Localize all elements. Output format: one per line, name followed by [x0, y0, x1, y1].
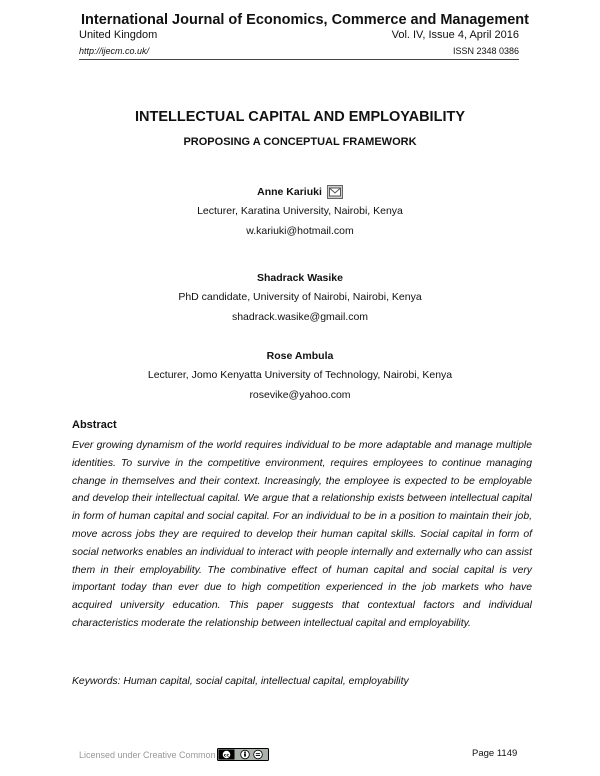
page-number: Page 1149	[472, 748, 518, 759]
envelope-icon[interactable]	[327, 185, 343, 199]
author-email[interactable]: w.kariuki@hotmail.com	[246, 225, 354, 237]
author-name: Rose Ambula	[266, 350, 334, 362]
paper-title: INTELLECTUAL CAPITAL AND EMPLOYABILITY	[134, 109, 466, 125]
author-block	[40, 183, 560, 241]
header-divider	[79, 59, 519, 60]
svg-text:cc: cc	[223, 753, 229, 759]
journal-title: International Journal of Economics, Commerce and Management	[81, 12, 529, 28]
journal-link-row	[79, 46, 519, 56]
journal-url[interactable]: http://ijecm.co.uk/	[79, 46, 150, 56]
abstract-text: Ever growing dynamism of the world requires individual to be more adaptable and manage multiple identities. To survive in the competitive environment, requires employees to continue managing change in themselves and their context. Increasingly, the employee is expected to be employable and develop their intellectual capital. We argue that a relationship exists between intellectual capital in form of human capital and social capital. For an individual to be in a position to maintain their job, move across jobs they are required to develop their human capital skills. Social capital in form of social networks enables an individual to interact with people internally and externally who can assist them in their employability. The combinative effect of human capital and social capital is very important today than ever due to high competition experienced in the job markets who have acquired university education. This paper suggests that contextual factors and individual characteristics moderate the relationship between intellectual capital and employability.	[72, 440, 532, 629]
license-text: Licensed under Creative Common	[79, 749, 216, 760]
keywords: Keywords: Human capital, social capital, intellectual capital, employability	[72, 676, 409, 687]
author-name: Anne Kariuki	[257, 186, 322, 198]
author-email[interactable]: rosevike@yahoo.com	[249, 389, 351, 401]
author-affiliation: PhD candidate, University of Nairobi, Nairobi, Kenya	[178, 291, 422, 303]
journal-issn: ISSN 2348 0386	[452, 46, 519, 56]
author-name-row	[40, 183, 560, 201]
journal-volume: Vol. IV, Issue 4, April 2016	[391, 29, 519, 41]
abstract-heading: Abstract	[72, 419, 117, 431]
journal-country: United Kingdom	[79, 29, 158, 41]
author-affiliation: Lecturer, Karatina University, Nairobi, Kenya	[197, 205, 403, 217]
author-affiliation: Lecturer, Jomo Kenyatta University of Technology, Nairobi, Kenya	[147, 369, 453, 381]
footer-license	[79, 748, 269, 761]
author-block	[40, 269, 560, 327]
paper-subtitle: PROPOSING A CONCEPTUAL FRAMEWORK	[183, 136, 417, 148]
cc-by-nd-badge-icon[interactable]	[217, 748, 269, 761]
author-name-row	[40, 269, 560, 287]
journal-meta-row	[79, 29, 519, 41]
author-email[interactable]: shadrack.wasike@gmail.com	[231, 311, 369, 323]
author-block	[40, 347, 560, 405]
author-name-row	[40, 347, 560, 365]
author-name: Shadrack Wasike	[257, 272, 343, 284]
